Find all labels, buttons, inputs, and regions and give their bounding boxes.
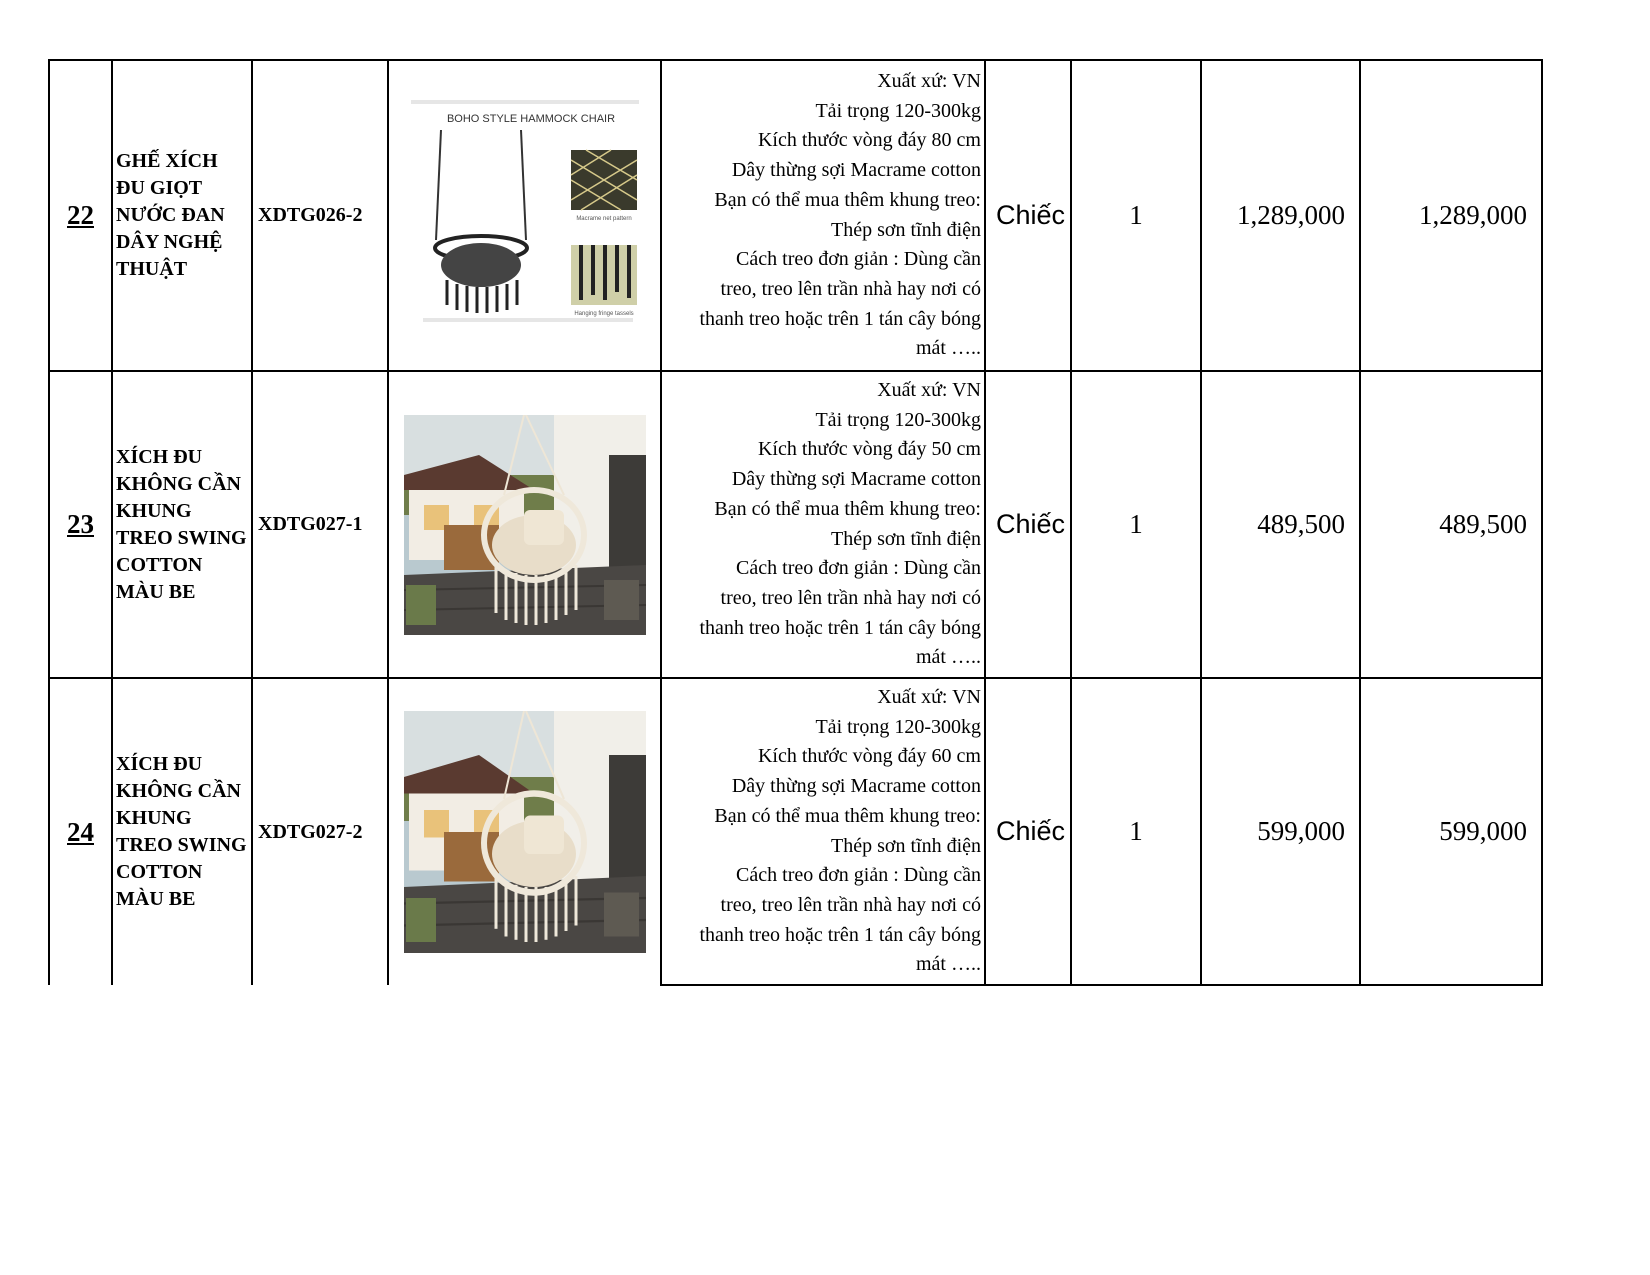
product-description [661,371,985,678]
name-line: KHÔNG CẦN [116,780,241,802]
name-line: MÀU BE [116,888,196,910]
desc-line: mát ….. [916,646,981,669]
desc-line: Thép sơn tĩnh điện [831,218,981,241]
desc-line: mát ….. [916,337,981,360]
unit: Chiếc [985,678,1071,985]
name-line: KHUNG [116,807,192,829]
quantity: 1 [1071,678,1201,985]
swing-chair-photo [404,415,646,635]
total-price: 1,289,000 [1360,60,1542,371]
desc-line: Dây thừng sợi Macrame cotton [731,468,981,491]
product-name [112,60,252,371]
product-image-cell [388,678,661,985]
desc-line: treo, treo lên trần nhà hay nơi có [720,893,981,916]
unit-price: 599,000 [1201,678,1360,985]
unit-price: 1,289,000 [1201,60,1360,371]
row-number: 22 [49,60,112,371]
desc-line: Xuất xứ: VN [877,685,981,708]
desc-line: Thép sơn tĩnh điện [831,834,981,857]
total-price: 599,000 [1360,678,1542,985]
product-code: XDTG027-1 [252,371,388,678]
inset-label-top: Macrame net pattern [575,215,632,222]
unit: Chiếc [985,371,1071,678]
desc-line: Xuất xứ: VN [877,69,981,92]
hammock-chair-product-image [411,100,639,332]
desc-line: Dây thừng sợi Macrame cotton [731,775,981,798]
desc-line: Kích thước vòng đáy 60 cm [757,745,981,768]
row-number: 23 [49,371,112,678]
name-line: COTTON [116,861,203,883]
desc-line: Tải trọng 120-300kg [815,99,981,122]
desc-line: thanh treo hoặc trên 1 tán cây bóng [699,616,981,639]
product-description [661,60,985,371]
desc-line: Thép sơn tĩnh điện [831,527,981,550]
name-line: TREO SWING [116,526,247,549]
name-line: DÂY NGHỆ [116,231,223,253]
desc-line: Cách treo đơn giản : Dùng cần [736,557,981,580]
quantity: 1 [1071,60,1201,371]
name-line: COTTON [116,553,203,576]
desc-line: Cách treo đơn giản : Dùng cần [736,864,981,887]
desc-line: thanh treo hoặc trên 1 tán cây bóng [699,923,981,946]
desc-line: Tải trọng 120-300kg [815,715,981,738]
image-caption: BOHO STYLE HAMMOCK CHAIR [446,112,615,125]
product-image-cell [388,60,661,371]
name-line: GHẾ XÍCH [116,150,218,172]
desc-line: mát ….. [916,953,981,976]
product-code: XDTG027-2 [252,678,388,985]
desc-line: treo, treo lên trần nhà hay nơi có [720,586,981,609]
name-line: XÍCH ĐU [116,753,203,775]
row-number: 24 [49,678,112,985]
desc-line: Cách treo đơn giản : Dùng cần [736,248,981,271]
name-line: XÍCH ĐU [116,445,203,468]
name-line: TREO SWING [116,834,247,856]
desc-line: Bạn có thể mua thêm khung treo: [714,497,981,520]
name-line: ĐU GIỌT [116,177,203,199]
name-line: THUẬT [116,258,188,280]
product-name [112,678,252,985]
inset-label-bottom: Hanging fringe tassels [573,310,634,317]
desc-line: Kích thước vòng đáy 80 cm [757,129,981,152]
quantity: 1 [1071,371,1201,678]
desc-line: treo, treo lên trần nhà hay nơi có [720,277,981,300]
product-table [48,59,1543,986]
name-line: MÀU BE [116,580,196,603]
desc-line: Bạn có thể mua thêm khung treo: [714,188,981,211]
product-name [112,371,252,678]
desc-line: thanh treo hoặc trên 1 tán cây bóng [699,307,981,330]
swing-chair-photo [404,711,646,953]
desc-line: Tải trọng 120-300kg [815,408,981,431]
total-price: 489,500 [1360,371,1542,678]
table-row [49,371,1542,678]
desc-line: Xuất xứ: VN [877,378,981,401]
name-line: KHÔNG CẦN [116,472,241,495]
name-line: NƯỚC ĐAN [116,204,225,226]
unit-price: 489,500 [1201,371,1360,678]
product-code: XDTG026-2 [252,60,388,371]
desc-line: Dây thừng sợi Macrame cotton [731,159,981,182]
product-description [661,678,985,985]
product-image-cell [388,371,661,678]
desc-line: Kích thước vòng đáy 50 cm [757,438,981,461]
table-row [49,678,1542,985]
name-line: KHUNG [116,499,192,522]
unit: Chiếc [985,60,1071,371]
table-row [49,60,1542,371]
desc-line: Bạn có thể mua thêm khung treo: [714,804,981,827]
